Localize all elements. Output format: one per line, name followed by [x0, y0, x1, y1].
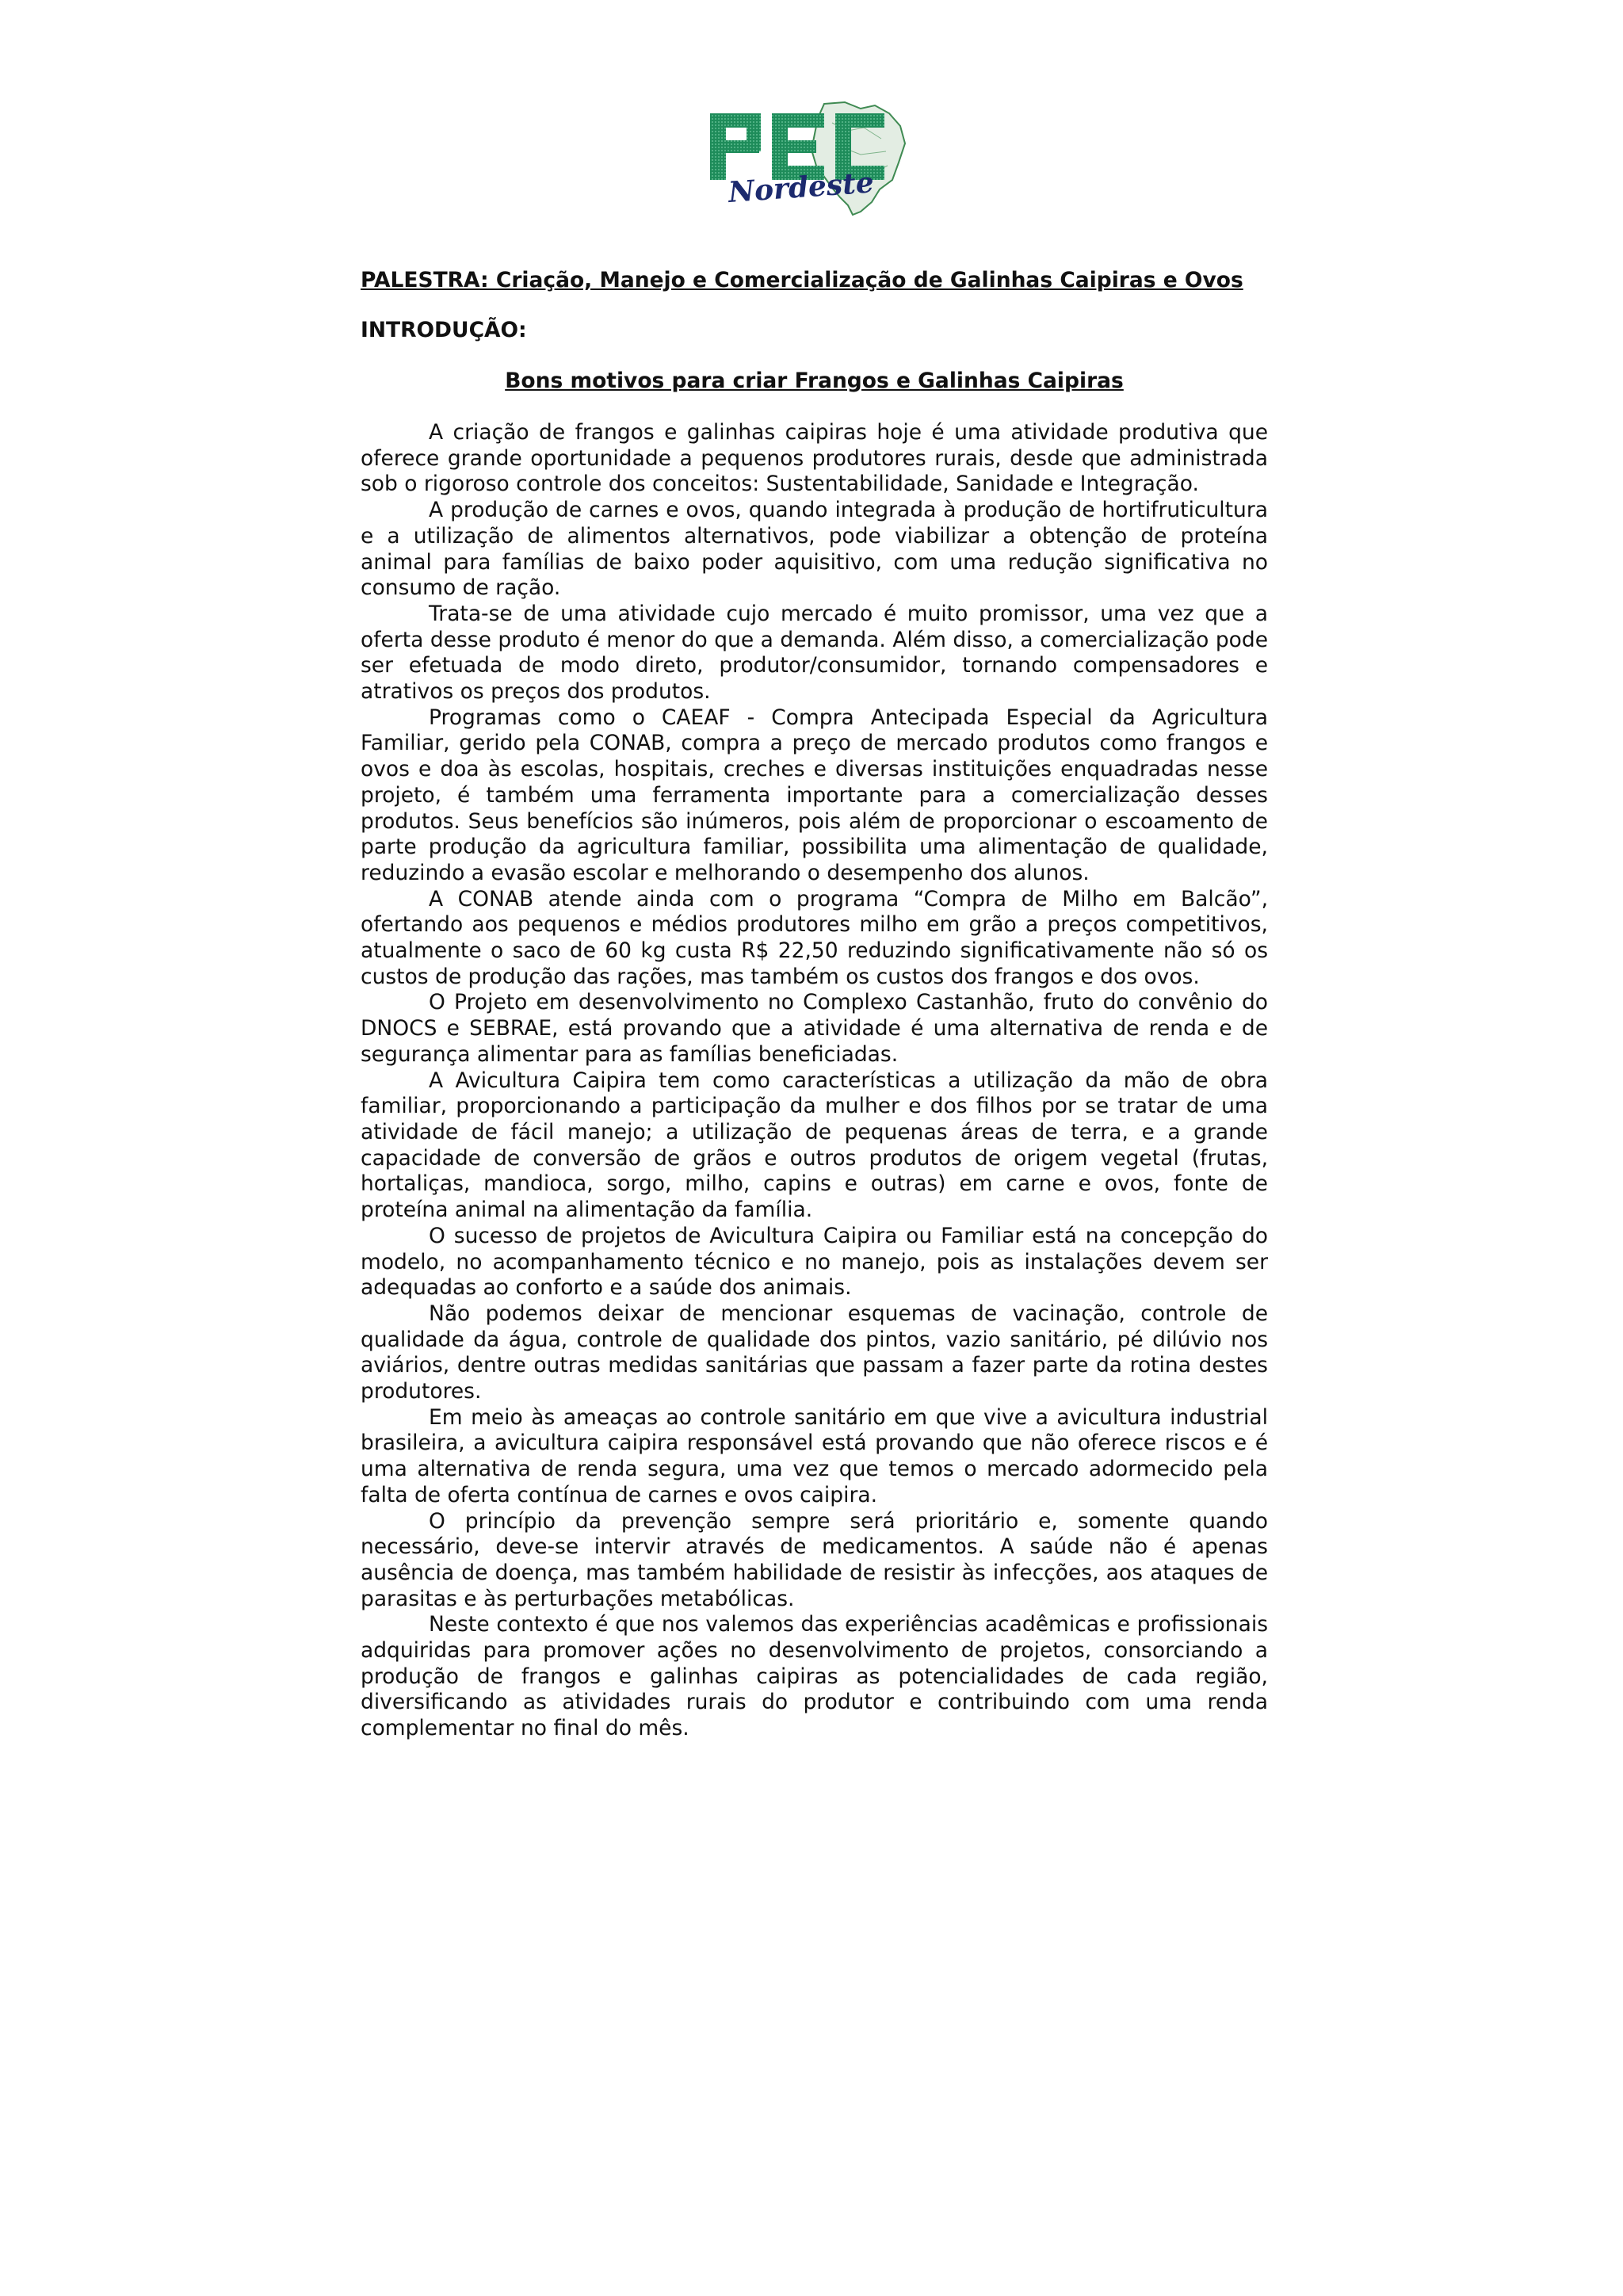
paragraph: O princípio da prevenção sempre será prioritário e, somente quando necessário, deve-se intervir através de medicamentos. A saúde não é apenas ausência de doença, mas também habilidade de resistir às infecções, aos ataques de parasitas e às perturbações metabólicas. — [361, 1508, 1268, 1611]
body-text — [361, 420, 1268, 1742]
paragraph: Neste contexto é que nos valemos das experiências acadêmicas e profissionais adquiridas para promover ações no desenvolvimento de projetos, consorciando a produção de frangos e galinhas caipiras as potencialidades de cada região, diversificando as atividades rurais do produtor e contribuindo com uma renda complementar no final do mês. — [361, 1612, 1268, 1741]
pec-nordeste-logo — [705, 99, 911, 218]
paragraph: A CONAB atende ainda com o programa “Compra de Milho em Balcão”, ofertando aos pequenos e médios produtores milho em grão a preços competitivos, atualmente o saco de 60 kg custa R$ 22,50 reduzindo significativamente não só os custos de produção das rações, mas também os custos dos frangos e dos ovos. — [361, 886, 1268, 989]
document-content — [361, 266, 1268, 1742]
paragraph: Programas como o CAEAF - Compra Antecipada Especial da Agricultura Familiar, gerido pela CONAB, compra a preço de mercado produtos como frangos e ovos e doa às escolas, hospitais, creches e diversas instituições enquadradas nesse projeto, é também uma ferramenta importante para a comercialização desses produtos. Seus benefícios são inúmeros, pois além de proporcionar o escoamento de parte produção da agricultura familiar, possibilita uma alimentação de qualidade, reduzindo a evasão escolar e melhorando o desempenho dos alunos. — [361, 705, 1268, 885]
paragraph: A Avicultura Caipira tem como características a utilização da mão de obra familiar, proporcionando a participação da mulher e dos filhos por se tratar de uma atividade de fácil manejo; a utilização de pequenas áreas de terra, e a grande capacidade de conversão de grãos e outros produtos de origem vegetal (frutas, hortaliças, mandioca, sorgo, milho, capins e outras) em carne e ovos, fonte de proteína animal na alimentação da família. — [361, 1068, 1268, 1223]
document-title: PALESTRA: Criação, Manejo e Comercialização de Galinhas Caipiras e Ovos — [361, 268, 1243, 292]
paragraph: O Projeto em desenvolvimento no Complexo Castanhão, fruto do convênio do DNOCS e SEBRAE, está provando que a atividade é uma alternativa de renda e de segurança alimentar para as famílias beneficiadas. — [361, 990, 1268, 1067]
section-heading: INTRODUÇÃO: — [361, 318, 527, 342]
paragraph: Em meio às ameaças ao controle sanitário em que vive a avicultura industrial brasileira, a avicultura caipira responsável está provando que não oferece riscos e é uma alternativa de renda segura, uma vez que temos o mercado adormecido pela falta de oferta contínua de carnes e ovos caipira. — [361, 1404, 1268, 1507]
subheading: Bons motivos para criar Frangos e Galinhas Caipiras — [505, 369, 1124, 393]
paragraph: Trata-se de uma atividade cujo mercado é muito promissor, uma vez que a oferta desse produto é menor do que a demanda. Além disso, a comercialização pode ser efetuada de modo direto, produtor/consumidor, tornando compensadores e atrativos os preços dos produtos. — [361, 601, 1268, 705]
paragraph: A criação de frangos e galinhas caipiras hoje é uma atividade produtiva que oferece grande oportunidade a pequenos produtores rurais, desde que administrada sob o rigoroso controle dos conceitos: Sustentabilidade, Sanidade e Integração. — [361, 420, 1268, 497]
paragraph: O sucesso de projetos de Avicultura Caipira ou Familiar está na concepção do modelo, no acompanhamento técnico e no manejo, pois as instalações devem ser adequadas ao conforto e a saúde dos animais. — [361, 1223, 1268, 1301]
paragraph: A produção de carnes e ovos, quando integrada à produção de hortifruticultura e a utilização de alimentos alternativos, pode viabilizar a obtenção de proteína animal para famílias de baixo poder aquisitivo, com uma redução significativa no consumo de ração. — [361, 498, 1268, 601]
svg-text:Nordeste: Nordeste — [727, 166, 875, 209]
paragraph: Não podemos deixar de mencionar esquemas de vacinação, controle de qualidade da água, controle de qualidade dos pintos, vazio sanitário, pé dilúvio nos aviários, dentre outras medidas sanitárias que passam a fazer parte da rotina destes produtores. — [361, 1301, 1268, 1404]
